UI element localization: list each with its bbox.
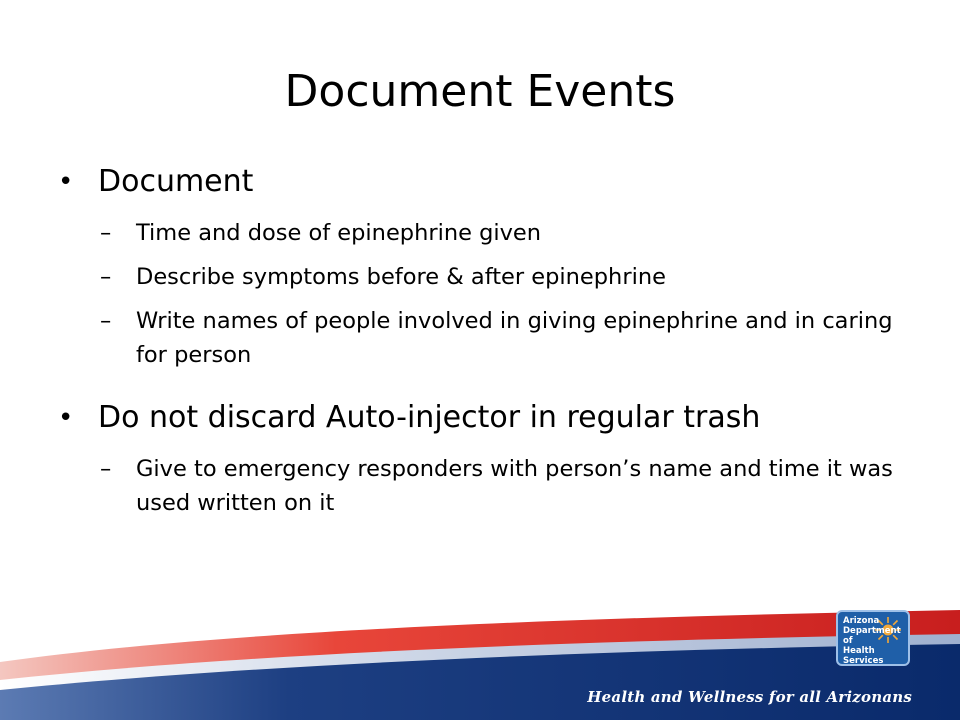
sub-bullet-item xyxy=(58,260,918,294)
bullet-text: Document xyxy=(98,164,254,199)
logo-line-1: Arizona xyxy=(843,616,880,626)
sub-bullet-item xyxy=(58,304,918,372)
bullet-text: Do not discard Auto-injector in regular trash xyxy=(98,400,761,435)
dash-glyph: – xyxy=(100,456,112,482)
bullet-list xyxy=(58,150,918,520)
bullet-glyph: • xyxy=(58,167,74,197)
adhs-logo xyxy=(836,610,910,666)
footer-tagline: Health and Wellness for all Arizonans xyxy=(587,688,912,706)
dash-glyph: – xyxy=(100,220,112,246)
slide-title: Document Events xyxy=(284,66,676,117)
logo-line-2: Department of xyxy=(843,626,901,646)
sub-bullet-text: Give to emergency responders with person’s name and time it was used written on it xyxy=(136,456,893,516)
sub-bullet-text: Write names of people involved in giving epinephrine and in caring for person xyxy=(136,308,893,368)
sub-bullet-item xyxy=(58,216,918,250)
dash-glyph: – xyxy=(100,264,112,290)
sub-bullet-item xyxy=(58,452,918,520)
bullet-item xyxy=(58,158,918,206)
bullet-glyph: • xyxy=(58,403,74,433)
sub-bullet-text: Time and dose of epinephrine given xyxy=(136,220,542,246)
sub-bullet-text: Describe symptoms before & after epinephrine xyxy=(136,264,666,290)
logo-line-3: Health Services xyxy=(843,646,884,666)
bullet-item xyxy=(58,394,918,442)
dash-glyph: – xyxy=(100,308,112,334)
